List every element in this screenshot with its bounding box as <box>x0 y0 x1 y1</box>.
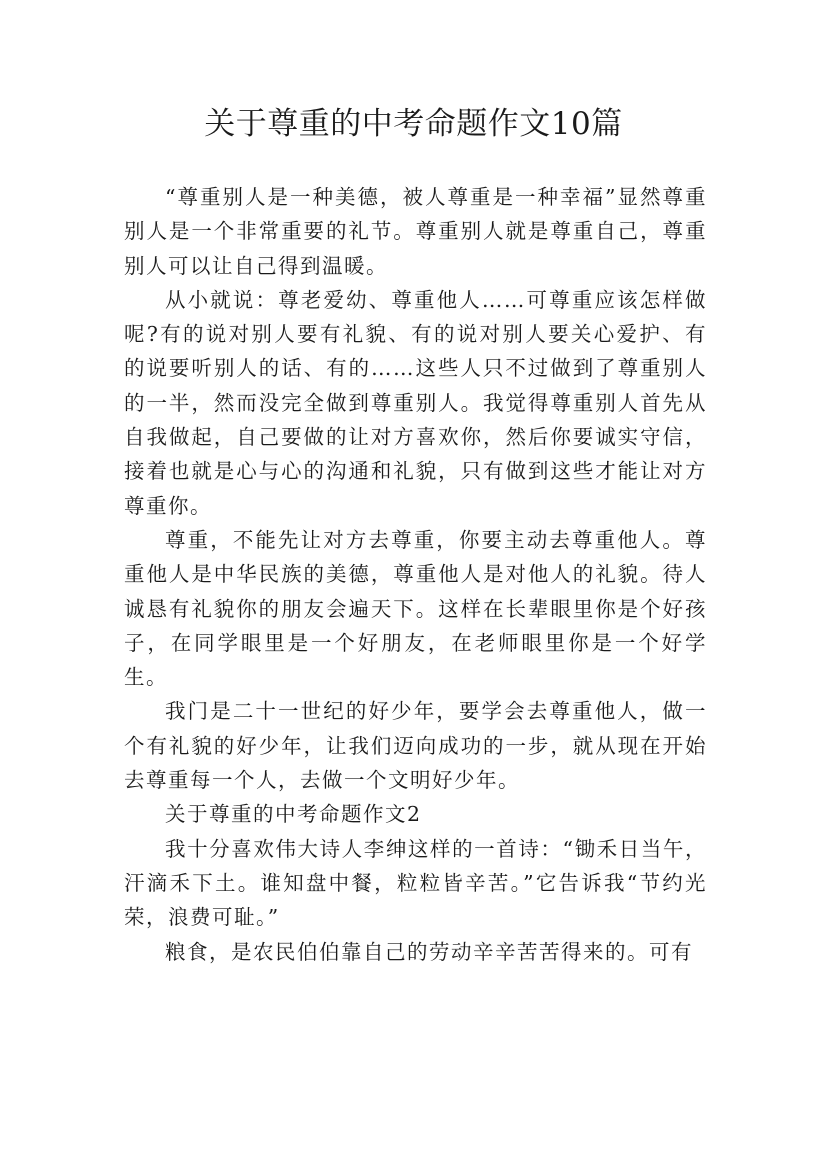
paragraph-1: “尊重别人是一种美德，被人尊重是一种幸福”显然尊重别人是一个非常重要的礼节。尊重别人就是尊重自己，尊重别人可以让自己得到温暖。 <box>124 185 707 278</box>
paragraph-6: 粮食，是农民伯伯靠自己的劳动辛辛苦苦得来的。可有 <box>165 939 693 964</box>
document-body <box>124 180 707 969</box>
paragraph-2: 从小就说：尊老爱幼、尊重他人……可尊重应该怎样做呢?有的说对别人要有礼貌、有的说对别人要关心爱护、有的说要听别人的话、有的……这些人只不过做到了尊重别人的一半，然而没完全做到尊重别人。我觉得尊重别人首先从自我做起，自己要做的让对方喜欢你，然后你要诚实守信，接着也就是心与心的沟通和礼貌，只有做到这些才能让对方尊重你。 <box>124 287 707 518</box>
paragraph-4: 我门是二十一世纪的好少年，要学会去尊重他人，做一个有礼貌的好少年，让我们迈向成功的一步，就从现在开始去尊重每一个人，去做一个文明好少年。 <box>124 699 707 793</box>
paragraph-5: 我十分喜欢伟大诗人李绅这样的一首诗：“锄禾日当午，汗滴禾下土。谁知盘中餐，粒粒皆辛苦。”它告诉我“节约光荣，浪费可耻。” <box>124 836 707 930</box>
paragraph-3: 尊重，不能先让对方去尊重，你要主动去尊重他人。尊重他人是中华民族的美德，尊重他人是对他人的礼貌。待人诚恳有礼貌你的朋友会遍天下。这样在长辈眼里你是个好孩子，在同学眼里是一个好朋友，在老师眼里你是一个好学生。 <box>124 527 707 690</box>
document-title: 关于尊重的中考命题作文10篇 <box>204 106 623 142</box>
section-heading-2: 关于尊重的中考命题作文2 <box>165 802 422 827</box>
